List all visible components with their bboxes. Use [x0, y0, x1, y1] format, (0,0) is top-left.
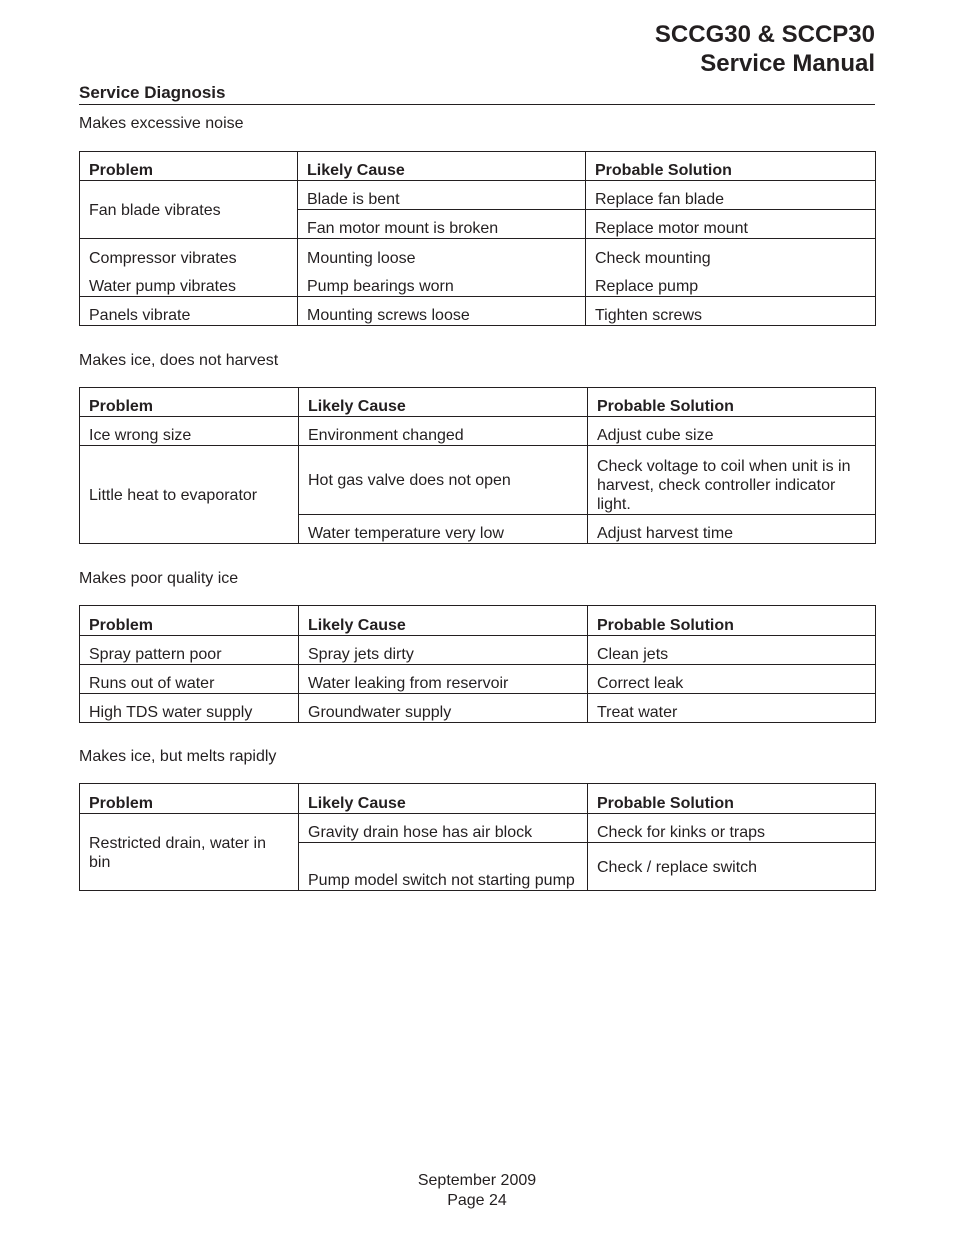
table-header-row: [80, 784, 876, 814]
problem-cell: Ice wrong size: [80, 417, 299, 446]
problem-cell: Little heat to evaporator: [80, 446, 299, 544]
cause-cell: Fan motor mount is broken: [298, 210, 586, 239]
document-title-model: SCCG30 & SCCP30: [654, 21, 875, 48]
header-solution: Probable Solution: [586, 152, 876, 181]
solution-cell: Correct leak: [588, 665, 876, 694]
cause-cell: Hot gas valve does not open: [299, 446, 588, 515]
noise-subtitle: Makes excessive noise: [79, 115, 244, 132]
cause-cell: Pump bearings worn: [298, 268, 586, 297]
table-row: [80, 636, 876, 665]
table-row: [80, 694, 876, 723]
header-problem: Problem: [80, 152, 298, 181]
table-row: [80, 665, 876, 694]
harvest-subtitle: Makes ice, does not harvest: [79, 352, 279, 369]
melts-table: [79, 783, 876, 891]
cause-cell: Water leaking from reservoir: [299, 665, 588, 694]
problem-cell: Spray pattern poor: [80, 636, 299, 665]
header-solution: Probable Solution: [588, 784, 876, 814]
problem-cell: Runs out of water: [80, 665, 299, 694]
problem-cell: Water pump vibrates: [80, 268, 298, 297]
table-row: [80, 239, 876, 269]
melts-subtitle: Makes ice, but melts rapidly: [79, 748, 277, 765]
solution-cell: Replace motor mount: [586, 210, 876, 239]
cause-cell: Gravity drain hose has air block: [299, 814, 588, 843]
cause-cell: Mounting loose: [298, 239, 586, 269]
solution-cell: Adjust harvest time: [588, 515, 876, 544]
table-row: [80, 268, 876, 297]
solution-cell: Treat water: [588, 694, 876, 723]
document-title: [655, 20, 875, 78]
header-solution: Probable Solution: [588, 606, 876, 636]
solution-cell: Replace fan blade: [586, 181, 876, 210]
header-cause: Likely Cause: [299, 606, 588, 636]
quality-table: [79, 605, 876, 723]
header-cause: Likely Cause: [299, 388, 588, 417]
cause-cell: Environment changed: [299, 417, 588, 446]
table-header-row: [80, 606, 876, 636]
problem-cell: Panels vibrate: [80, 297, 298, 326]
header-solution: Probable Solution: [588, 388, 876, 417]
noise-table: [79, 151, 876, 326]
table-row: [80, 417, 876, 446]
header-problem: Problem: [80, 388, 299, 417]
footer-page-number: Page 24: [447, 1192, 507, 1209]
quality-subtitle: Makes poor quality ice: [79, 570, 239, 587]
header-cause: Likely Cause: [299, 784, 588, 814]
table-row: [80, 446, 876, 515]
solution-cell: Check for kinks or traps: [588, 814, 876, 843]
solution-cell: Check / replace switch: [588, 843, 876, 891]
page-footer: [0, 1171, 954, 1211]
header-problem: Problem: [80, 784, 299, 814]
solution-cell: Adjust cube size: [588, 417, 876, 446]
harvest-table: [79, 387, 876, 544]
problem-cell: Restricted drain, water in bin: [80, 814, 299, 891]
problem-cell: Fan blade vibrates: [80, 181, 298, 239]
cause-cell: Groundwater supply: [299, 694, 588, 723]
cause-cell: Pump model switch not starting pump: [299, 843, 588, 891]
solution-cell: Check mounting: [586, 239, 876, 269]
cause-cell: Water temperature very low: [299, 515, 588, 544]
table-row: [80, 181, 876, 210]
problem-cell: High TDS water supply: [80, 694, 299, 723]
solution-cell: Replace pump: [586, 268, 876, 297]
table-header-row: [80, 152, 876, 181]
cause-cell: Blade is bent: [298, 181, 586, 210]
header-cause: Likely Cause: [298, 152, 586, 181]
document-title-manual: Service Manual: [700, 50, 875, 77]
table-row: [80, 297, 876, 326]
cause-cell: Mounting screws loose: [298, 297, 586, 326]
table-row: [80, 814, 876, 843]
header-problem: Problem: [80, 606, 299, 636]
solution-cell: Clean jets: [588, 636, 876, 665]
solution-cell: Check voltage to coil when unit is in harvest, check controller indicator light.: [588, 446, 876, 515]
cause-cell: Spray jets dirty: [299, 636, 588, 665]
solution-cell: Tighten screws: [586, 297, 876, 326]
section-heading: Service Diagnosis: [79, 83, 875, 105]
table-header-row: [80, 388, 876, 417]
problem-cell: Compressor vibrates: [80, 239, 298, 269]
footer-date: September 2009: [417, 1172, 537, 1189]
